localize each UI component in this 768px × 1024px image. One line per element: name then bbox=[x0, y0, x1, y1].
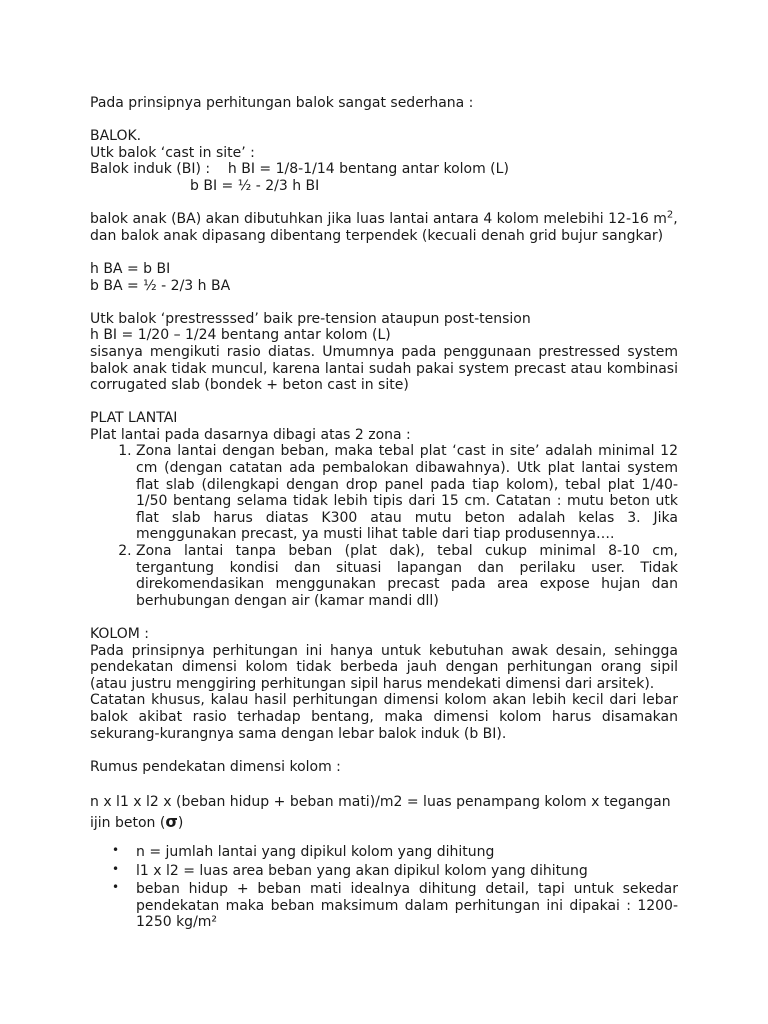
balok-anak-line2: dan balok anak dipasang dibentang terpendek (kecuali denah grid bujur sangkar) bbox=[90, 227, 664, 244]
balok-induk-formula-h: h BI = 1/8-1/14 bentang antar kolom (L) bbox=[227, 161, 509, 178]
balok-induk-label: Balok induk (BI) : bbox=[90, 161, 211, 178]
prestress-paragraph: sisanya mengikuti rasio diatas. Umumnya pada penggunaan prestressed system balok anak tidak muncul, karena lantai sudah pakai system precast atau kombinasi corrugated slab (bondek + beton cast in site) bbox=[90, 343, 678, 394]
list-item: 2. Zona lantai tanpa beban (plat dak), tebal cukup minimal 8-10 cm, tergantung kondisi dan situasi lapangan dan perilaku user. Tidak direkomendasikan menggunakan precast pada area expose hujan dan berhubungan dengan air (kamar mandi dll) bbox=[136, 543, 678, 609]
list-item: 1. Zona lantai dengan beban, maka tebal plat ‘cast in site’ adalah minimal 12 cm (dengan catatan ada pembalokan dibawahnya). Utk plat lantai system flat slab (dilengkapi dengan drop panel pada tiap kolom), tebal plat 1/40-1/50 bentang selama tidak lebih tipis dari 15 cm. Catatan : mutu beton utk flat slab harus diatas K300 atau mutu beton adalah kelas 3. Jika menggunakan precast, ya musti lihat table dari tiap produsennya…. bbox=[136, 443, 678, 543]
plat-heading: PLAT LANTAI bbox=[90, 410, 178, 427]
formula-line1: n x l1 x l2 x (beban hidup + beban mati)/m2 = luas penampang kolom x tegangan bbox=[90, 793, 671, 810]
balok-induk-formula-b: b BI = ½ - 2/3 h BI bbox=[190, 177, 320, 194]
kolom-heading: KOLOM : bbox=[90, 626, 150, 642]
kolom-bullet-list bbox=[90, 844, 678, 931]
balok-induk-formula-b-line bbox=[90, 178, 678, 195]
kolom-paragraph-1: Pada prinsipnya perhitungan ini hanya untuk kebutuhan awak desain, sehingga pendekatan dimensi kolom tidak berbeda jauh dengan perhitungan orang sipil (atau justru menggiring perhitungan sipil harus mendekati dimensi dari arsitek). bbox=[90, 642, 678, 692]
balok-anak-line1: balok anak (BA) akan dibutuhkan jika luas lantai antara 4 kolom melebihi 12-16 $m^2$, bbox=[90, 209, 678, 228]
plat-list bbox=[90, 443, 678, 609]
plat-intro: Plat lantai pada dasarnya dibagi atas 2 zona : bbox=[90, 426, 411, 443]
prestress-line2: h BI = 1/20 – 1/24 bentang antar kolom (L) bbox=[90, 327, 391, 344]
balok-cast-in-site: Utk balok ‘cast in site’ : bbox=[90, 144, 255, 161]
balok-heading: BALOK. bbox=[90, 128, 142, 145]
bullet-icon: • bbox=[112, 842, 120, 857]
list-item: • l1 x l2 = luas area beban yang akan dipikul kolom yang dihitung bbox=[112, 861, 588, 879]
formula-line2: ijin beton (σ) bbox=[90, 811, 184, 831]
balok-anak-b: b BA = ½ - 2/3 h BA bbox=[90, 277, 231, 294]
balok-induk-line bbox=[90, 161, 678, 178]
kolom-paragraph-2: Catatan khusus, kalau hasil perhitungan dimensi kolom akan lebih kecil dari lebar balok akibat rasio terhadap bentang, maka dimensi kolom harus disamakan sekurang-kurangnya sama dengan lebar balok induk (b BI). bbox=[90, 692, 678, 742]
balok-anak-h: h BA = b BI bbox=[90, 260, 171, 277]
bullet-icon: • bbox=[112, 880, 120, 895]
intro-text: Pada prinsipnya perhitungan balok sangat sederhana : bbox=[90, 95, 474, 111]
prestress-line1: Utk balok ‘prestresssed’ baik pre-tension ataupun post-tension bbox=[90, 310, 531, 327]
list-item: • n = jumlah lantai yang dipikul kolom yang dihitung bbox=[112, 842, 495, 860]
rumus-heading: Rumus pendekatan dimensi kolom : bbox=[90, 758, 341, 775]
sigma-symbol: σ bbox=[165, 811, 178, 831]
list-item: • beban hidup + beban mati idealnya dihitung detail, tapi untuk sekedar pendekatan maka beban maksimum dalam perhitungan ini dipakai : 1200-1250 kg/m² bbox=[112, 880, 678, 931]
superscript-two: 2 bbox=[666, 209, 674, 221]
bullet-icon: • bbox=[112, 861, 120, 876]
